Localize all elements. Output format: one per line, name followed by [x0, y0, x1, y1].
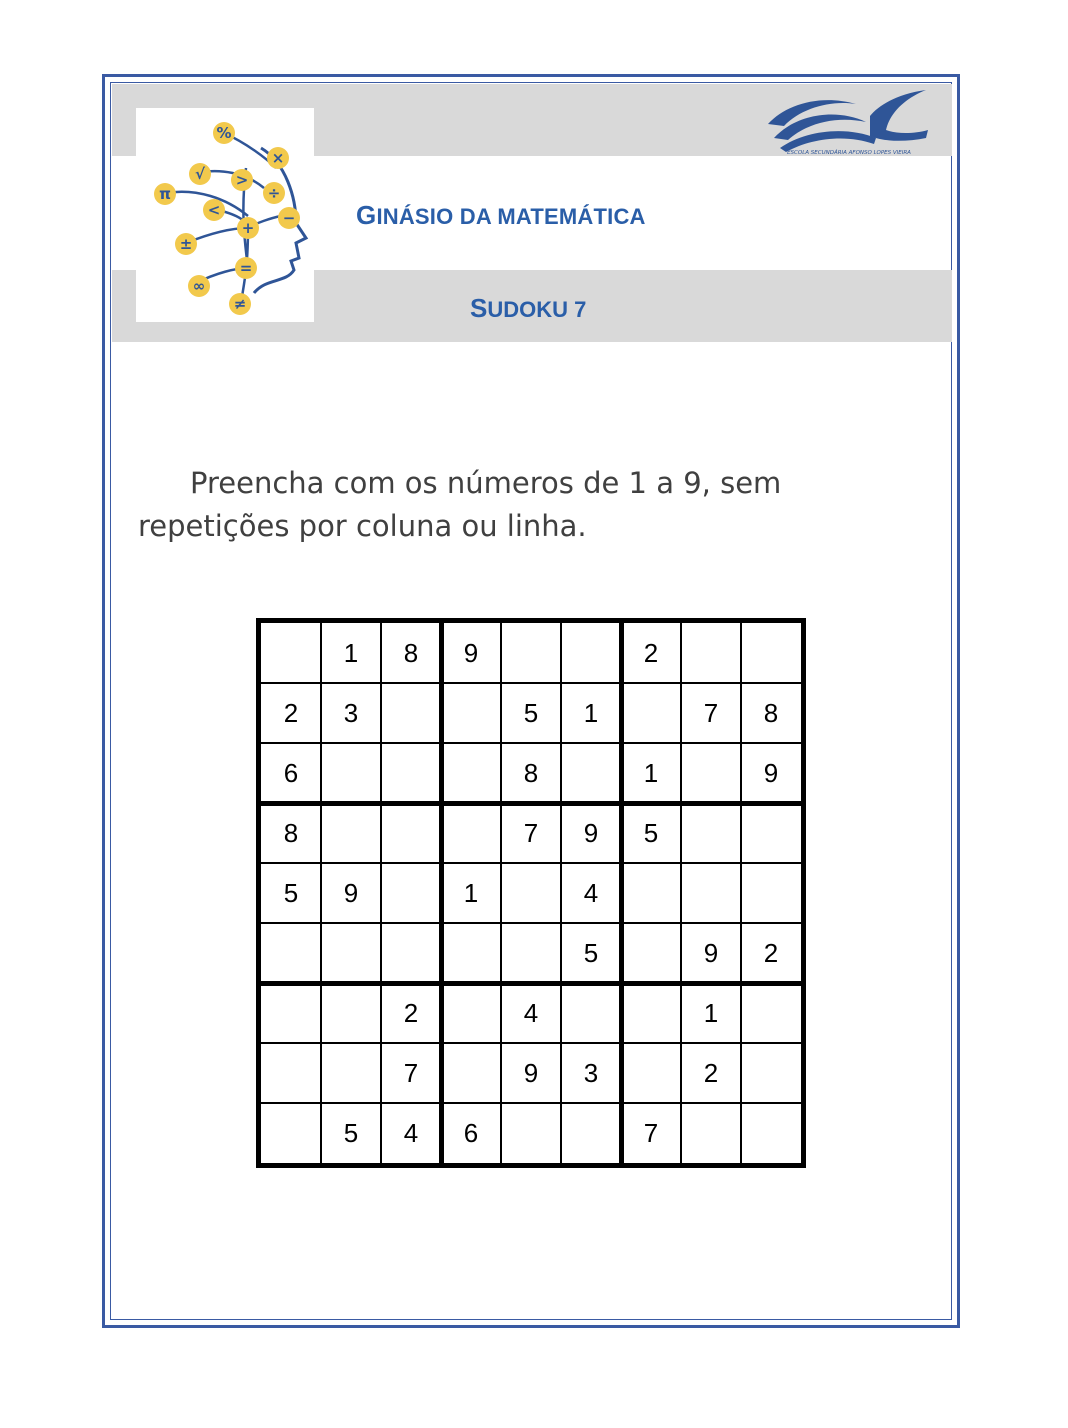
sudoku-cell-empty[interactable] [321, 743, 381, 803]
sudoku-cell-given: 5 [523, 697, 539, 728]
sudoku-cell-given: 1 [463, 877, 479, 908]
sudoku-cell-given: 4 [583, 877, 599, 908]
sudoku-cell-empty[interactable] [261, 983, 321, 1043]
page-subtitle: SUDOKU 7 [470, 293, 587, 323]
sudoku-cell-given: 9 [763, 757, 779, 788]
sudoku-cell-given: 9 [523, 1057, 539, 1088]
sudoku-cell-empty[interactable] [261, 1103, 321, 1163]
sudoku-cell-empty[interactable] [381, 683, 441, 743]
sudoku-cell-given: 2 [403, 997, 419, 1028]
sudoku-cell-given: 6 [283, 757, 299, 788]
sudoku-cell-given: 6 [463, 1117, 479, 1148]
logo-symbol: = [239, 259, 253, 277]
sudoku-cell-empty[interactable] [501, 923, 561, 983]
sudoku-cell-empty[interactable] [321, 983, 381, 1043]
sudoku-cell-empty[interactable] [381, 923, 441, 983]
sudoku-cell-empty[interactable] [741, 1043, 801, 1103]
sudoku-cell-empty[interactable] [621, 683, 681, 743]
logo-symbol: ± [179, 235, 193, 253]
school-wave-icon [766, 86, 932, 156]
sudoku-cell-empty[interactable] [741, 1103, 801, 1163]
sudoku-cell-empty[interactable] [621, 863, 681, 923]
sudoku-cell-given: 4 [523, 997, 539, 1028]
sudoku-cell-given: 1 [703, 997, 719, 1028]
logo-symbol: × [271, 149, 285, 167]
sudoku-cell-empty[interactable] [681, 1103, 741, 1163]
sudoku-cell-empty[interactable] [741, 863, 801, 923]
sudoku-cell-empty[interactable] [441, 1043, 501, 1103]
sudoku-cell-given: 2 [763, 937, 779, 968]
sudoku-cell-empty[interactable] [561, 1103, 621, 1163]
sudoku-cell-empty[interactable] [561, 983, 621, 1043]
sudoku-cell-given: 9 [463, 637, 479, 668]
school-caption: ESCOLA SECUNDÁRIA AFONSO LOPES VIEIRA [787, 150, 911, 156]
sudoku-cell-empty[interactable] [441, 983, 501, 1043]
sudoku-cell-empty[interactable] [501, 863, 561, 923]
instructions-text: Preencha com os números de 1 a 9, sem repetições por coluna ou linha. [138, 466, 782, 543]
sudoku-grid [256, 618, 806, 1168]
sudoku-cell-empty[interactable] [381, 803, 441, 863]
page-title: GINÁSIO DA MATEMÁTICA [356, 200, 646, 230]
sudoku-cell-empty[interactable] [441, 743, 501, 803]
sudoku-cell-empty[interactable] [621, 1043, 681, 1103]
sudoku-cell-empty[interactable] [741, 983, 801, 1043]
logo-symbol: √ [194, 165, 206, 183]
sudoku-cell-given: 7 [643, 1117, 659, 1148]
sudoku-cell-given: 9 [703, 937, 719, 968]
sudoku-cell-empty[interactable] [681, 803, 741, 863]
sudoku-cell-given: 2 [703, 1057, 719, 1088]
sudoku-cell-empty[interactable] [261, 1043, 321, 1103]
sudoku-cell-given: 2 [283, 697, 299, 728]
sudoku-cell-empty[interactable] [681, 743, 741, 803]
sudoku-cell-given: 3 [343, 697, 359, 728]
sudoku-cell-empty[interactable] [261, 623, 321, 683]
sudoku-cell-empty[interactable] [681, 623, 741, 683]
sudoku-cell-empty[interactable] [621, 923, 681, 983]
sudoku-cell-empty[interactable] [681, 863, 741, 923]
sudoku-cell-empty[interactable] [321, 1043, 381, 1103]
sudoku-cell-empty[interactable] [441, 923, 501, 983]
logo-symbol: < [207, 201, 221, 219]
logo-symbol: > [235, 171, 249, 189]
math-head-icon [136, 108, 314, 322]
math-gym-logo [136, 108, 314, 322]
sudoku-cell-empty[interactable] [501, 1103, 561, 1163]
sudoku-cell-empty[interactable] [741, 623, 801, 683]
sudoku-cell-given: 7 [703, 697, 719, 728]
logo-symbol: ≠ [233, 295, 247, 313]
sudoku-cell-given: 5 [283, 877, 299, 908]
sudoku-cell-given: 9 [583, 817, 599, 848]
logo-symbol: ÷ [267, 184, 281, 202]
sudoku-cell-empty[interactable] [381, 743, 441, 803]
sudoku-cell-given: 8 [763, 697, 779, 728]
sudoku-cell-empty[interactable] [321, 803, 381, 863]
sudoku-cell-given: 9 [343, 877, 359, 908]
sudoku-cell-given: 5 [643, 817, 659, 848]
sudoku-cell-given: 8 [523, 757, 539, 788]
logo-symbol: + [241, 219, 255, 237]
sudoku-cell-empty[interactable] [321, 923, 381, 983]
sudoku-cell-given: 5 [343, 1117, 359, 1148]
sudoku-cell-given: 7 [523, 817, 539, 848]
sudoku-cell-given: 1 [643, 757, 659, 788]
sudoku-cell-empty[interactable] [441, 683, 501, 743]
sudoku-cell-empty[interactable] [261, 923, 321, 983]
sudoku-cell-given: 1 [583, 697, 599, 728]
sudoku-cell-empty[interactable] [741, 803, 801, 863]
sudoku-cell-empty[interactable] [441, 803, 501, 863]
logo-symbol: − [282, 209, 296, 227]
sudoku-cell-empty[interactable] [561, 743, 621, 803]
logo-symbol: % [216, 124, 232, 142]
logo-symbol: ∞ [192, 277, 206, 295]
sudoku-cell-empty[interactable] [561, 623, 621, 683]
sudoku-cell-given: 8 [403, 637, 419, 668]
sudoku-cell-empty[interactable] [501, 623, 561, 683]
sudoku-cell-given: 1 [343, 637, 359, 668]
sudoku-cell-given: 4 [403, 1117, 419, 1148]
sudoku-cell-given: 7 [403, 1057, 419, 1088]
sudoku-cell-given: 5 [583, 937, 599, 968]
sudoku-cell-given: 2 [643, 637, 659, 668]
sudoku-cell-given: 8 [283, 817, 299, 848]
sudoku-cell-empty[interactable] [621, 983, 681, 1043]
sudoku-cell-given: 3 [583, 1057, 599, 1088]
logo-symbol: π [159, 185, 171, 203]
sudoku-cell-empty[interactable] [381, 863, 441, 923]
school-logo [766, 86, 932, 156]
